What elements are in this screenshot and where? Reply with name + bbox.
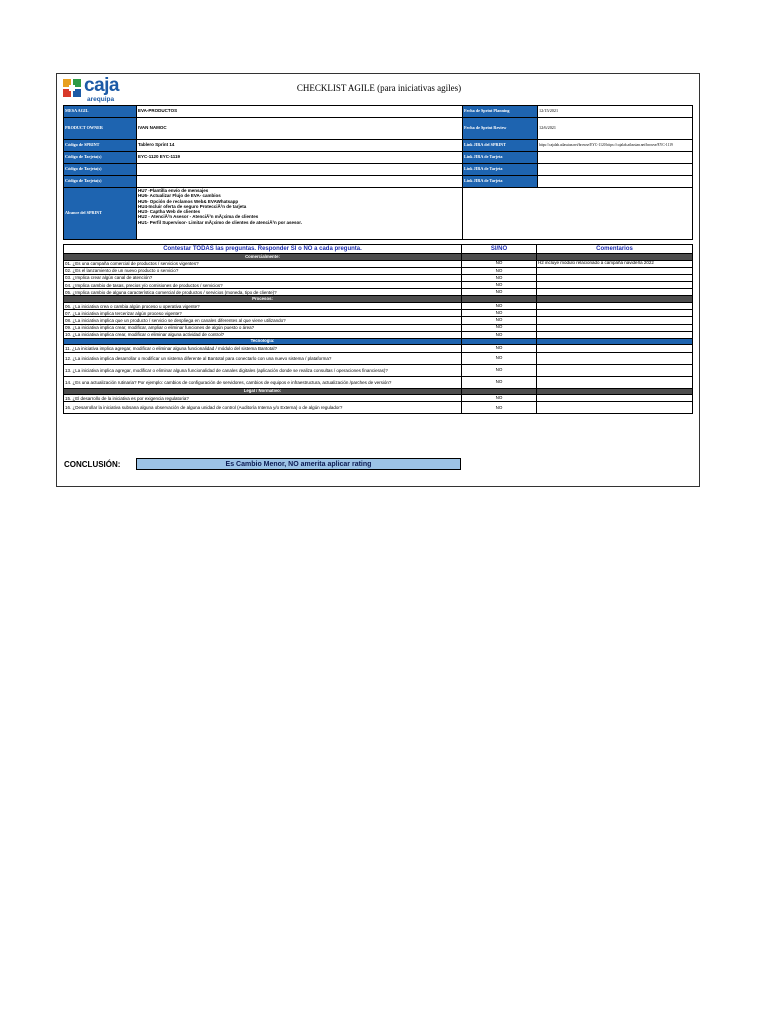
link-tarjeta-value-1[interactable]: [538, 152, 693, 164]
question-row: [64, 282, 693, 289]
question-row: [64, 267, 693, 274]
section-title: Comercialmente:: [64, 254, 462, 261]
question-row: [64, 274, 693, 281]
section-title: Tecnología:: [64, 338, 462, 345]
comment-cell[interactable]: [537, 395, 693, 402]
answer-cell[interactable]: NO: [462, 317, 537, 324]
question-text: 04. ¿Implica cambio de tasas, precios y/o comisiones de productos / servicios?: [64, 282, 462, 289]
alcance-empty-cell: [463, 188, 693, 240]
question-text: 16. ¿Desarrollar la iniciativa subsana alguna observación de alguna unidad de control (Auditoría Interna y/o Externa) o de algún regulador?: [64, 402, 462, 414]
question-text: 12. ¿La iniciativa implica desarrollar o modificar un sistema diferente al Bantotal para conectarlo con una nuevo sistema / plataforma?: [64, 352, 462, 364]
answer-cell[interactable]: NO: [462, 289, 537, 296]
comment-cell[interactable]: [537, 331, 693, 338]
tarjeta-value-2[interactable]: [137, 164, 463, 176]
question-text: 02. ¿Es el lanzamiento de un nuevo producto o servicio?: [64, 267, 462, 274]
sprint-info-table: [63, 105, 693, 240]
question-row: [64, 345, 693, 352]
link-tarjeta-label-3: Link JIRA de Tarjeta: [463, 176, 538, 188]
question-row: [64, 376, 693, 388]
comment-cell[interactable]: [537, 345, 693, 352]
comment-cell[interactable]: [537, 364, 693, 376]
comments-column-header: Comentarios: [537, 245, 693, 254]
question-row: [64, 317, 693, 324]
question-row: [64, 364, 693, 376]
question-row: [64, 324, 693, 331]
comment-cell[interactable]: [537, 274, 693, 281]
tarjeta-value-1[interactable]: EYC-1120 EYC-1119: [137, 152, 463, 164]
comment-cell[interactable]: [537, 402, 693, 414]
answer-cell[interactable]: NO: [462, 352, 537, 364]
owner-label: PRODUCT OWNER: [64, 118, 137, 140]
answer-cell[interactable]: NO: [462, 324, 537, 331]
question-row: [64, 289, 693, 296]
tarjeta-value-3[interactable]: [137, 176, 463, 188]
answer-cell[interactable]: NO: [462, 395, 537, 402]
question-text: 08. ¿La iniciativa implica que un producto / servicio se despliega en canales diferentes al que viene utilizando?: [64, 317, 462, 324]
mesa-label: MESA AGIL: [64, 106, 137, 118]
link-tarjeta-label-1: Link JIRA de Tarjeta: [463, 152, 538, 164]
sprint-label: Código de SPRINT: [64, 140, 137, 152]
question-text: 07. ¿La iniciativa implica tercerizar algún proceso vigente?: [64, 310, 462, 317]
question-row: [64, 260, 693, 267]
answer-column-header: SI/NO: [462, 245, 537, 254]
link-sprint-label: Link JIRA del SPRINT: [463, 140, 538, 152]
comment-cell[interactable]: [537, 324, 693, 331]
fecha-planning-label: Fecha de Sprint Planning: [463, 106, 538, 118]
comment-cell[interactable]: [537, 317, 693, 324]
question-row: [64, 352, 693, 364]
answer-cell[interactable]: NO: [462, 267, 537, 274]
answer-cell[interactable]: NO: [462, 376, 537, 388]
questions-instruction: Contestar TODAS las preguntas. Responder SI o NO a cada pregunta.: [64, 245, 462, 254]
answer-cell[interactable]: NO: [462, 402, 537, 414]
answer-cell[interactable]: NO: [462, 302, 537, 309]
comment-cell[interactable]: [537, 267, 693, 274]
comment-cell[interactable]: [537, 289, 693, 296]
link-tarjeta-value-3[interactable]: [538, 176, 693, 188]
answer-cell[interactable]: NO: [462, 282, 537, 289]
link-tarjeta-label-2: Link JIRA de Tarjeta: [463, 164, 538, 176]
alcance-value[interactable]: HU7 -Plantilla envío de mensajes HU6- Actualizar Flujo de EVA- cambios HU5- Opción de reclamos Web& EVAWhatsapp HU4-Incluir oferta de seguro ProtecciÃ³n de tarjeta HU3- Captha Web de clientes HU2 - AtenciÃ³n Asesor - AtenciÃ³n mÃ¡xima de clientes HU1- Perfil Supervisor- Limitar mÃ¡ximo de clientes de atenciÃ³n por asesor.: [137, 188, 463, 240]
comment-cell[interactable]: H2 incluye módulo relacionado a campaña navideña 2022: [537, 260, 693, 267]
answer-cell[interactable]: NO: [462, 345, 537, 352]
question-row: [64, 310, 693, 317]
tarjeta-label-3: Código de Tarjeta(s): [64, 176, 137, 188]
comment-cell[interactable]: [537, 352, 693, 364]
question-text: 03. ¿Implica crear algún canal de atención?: [64, 274, 462, 281]
question-text: 13. ¿La iniciativa implica agregar, modificar o eliminar alguna funcionalidad de canales digitales (aplicación donde se realiza consultas / operaciones financieras)?: [64, 364, 462, 376]
sprint-value[interactable]: Tablero Sprint 14: [137, 140, 463, 152]
fecha-review-label: Fecha de Sprint Review: [463, 118, 538, 140]
answer-cell[interactable]: NO: [462, 260, 537, 267]
fecha-review-value[interactable]: 12/6/2021: [538, 118, 693, 140]
link-sprint-value[interactable]: https://cajalab.atlassian.net/browse/EYC-1120 https://cajalab.atlassian.net/browse/EYC-1119: [538, 140, 693, 152]
question-text: 15. ¿El desarrollo de la iniciativa es por exigencia regulatoria?: [64, 395, 462, 402]
owner-value[interactable]: IVAN NAMOC: [137, 118, 463, 140]
comment-cell[interactable]: [537, 282, 693, 289]
answer-cell[interactable]: NO: [462, 274, 537, 281]
question-text: 09. ¿La iniciativa implica crear, modificar, ampliar o eliminar funciones de algún puesto o área?: [64, 324, 462, 331]
logo-word: caja: [84, 75, 119, 96]
tarjeta-label-2: Código de Tarjeta(s): [64, 164, 137, 176]
link-tarjeta-value-2[interactable]: [538, 164, 693, 176]
answer-cell[interactable]: NO: [462, 331, 537, 338]
question-text: 05. ¿Implica cambio de alguna característica comercial de productos / servicios (moneda, tipo de cliente)?: [64, 289, 462, 296]
checklist-sheet: [56, 73, 700, 487]
question-row: [64, 395, 693, 402]
comment-cell[interactable]: [537, 302, 693, 309]
conclusion-label: CONCLUSIÓN:: [64, 460, 121, 469]
logo-sub: arequipa: [87, 96, 115, 103]
question-row: [64, 402, 693, 414]
section-title: Legal / Normativo:: [64, 388, 462, 395]
comment-cell[interactable]: [537, 376, 693, 388]
question-text: 01. ¿Es una campaña comercial de productos / servicios vigentes?: [64, 260, 462, 267]
question-text: 10. ¿La iniciativa implica crear, modificar o eliminar alguna actividad de control?: [64, 331, 462, 338]
question-text: 06. ¿La iniciativa crea o cambia algún proceso u operativa vigente?: [64, 302, 462, 309]
question-row: [64, 331, 693, 338]
fecha-planning-value[interactable]: 12/15/2021: [538, 106, 693, 118]
conclusion-value: Es Cambio Menor, NO amerita aplicar rating: [136, 458, 461, 470]
comment-cell[interactable]: [537, 310, 693, 317]
question-row: [64, 302, 693, 309]
alcance-label: Alcance del SPRINT: [64, 188, 137, 240]
mesa-value[interactable]: EVA-PRODUCTOS: [137, 106, 463, 118]
page-title: CHECKLIST AGILE (para iniciativas agiles): [296, 83, 462, 93]
section-title: Procesos:: [64, 296, 462, 303]
answer-cell[interactable]: NO: [462, 364, 537, 376]
question-text: 11. ¿La iniciativa implica agregar, modificar o eliminar alguna funcionalidad / módulo del sistema Bantotal?: [64, 345, 462, 352]
questions-table: [63, 244, 693, 414]
answer-cell[interactable]: NO: [462, 310, 537, 317]
tarjeta-label-1: Código de Tarjeta(s): [64, 152, 137, 164]
question-text: 14. ¿Es una actualización rutinaria? Por ejemplo: cambios de configuración de servidores, cambios de equipos e infraestructura, actualización /parches de versión?: [64, 376, 462, 388]
